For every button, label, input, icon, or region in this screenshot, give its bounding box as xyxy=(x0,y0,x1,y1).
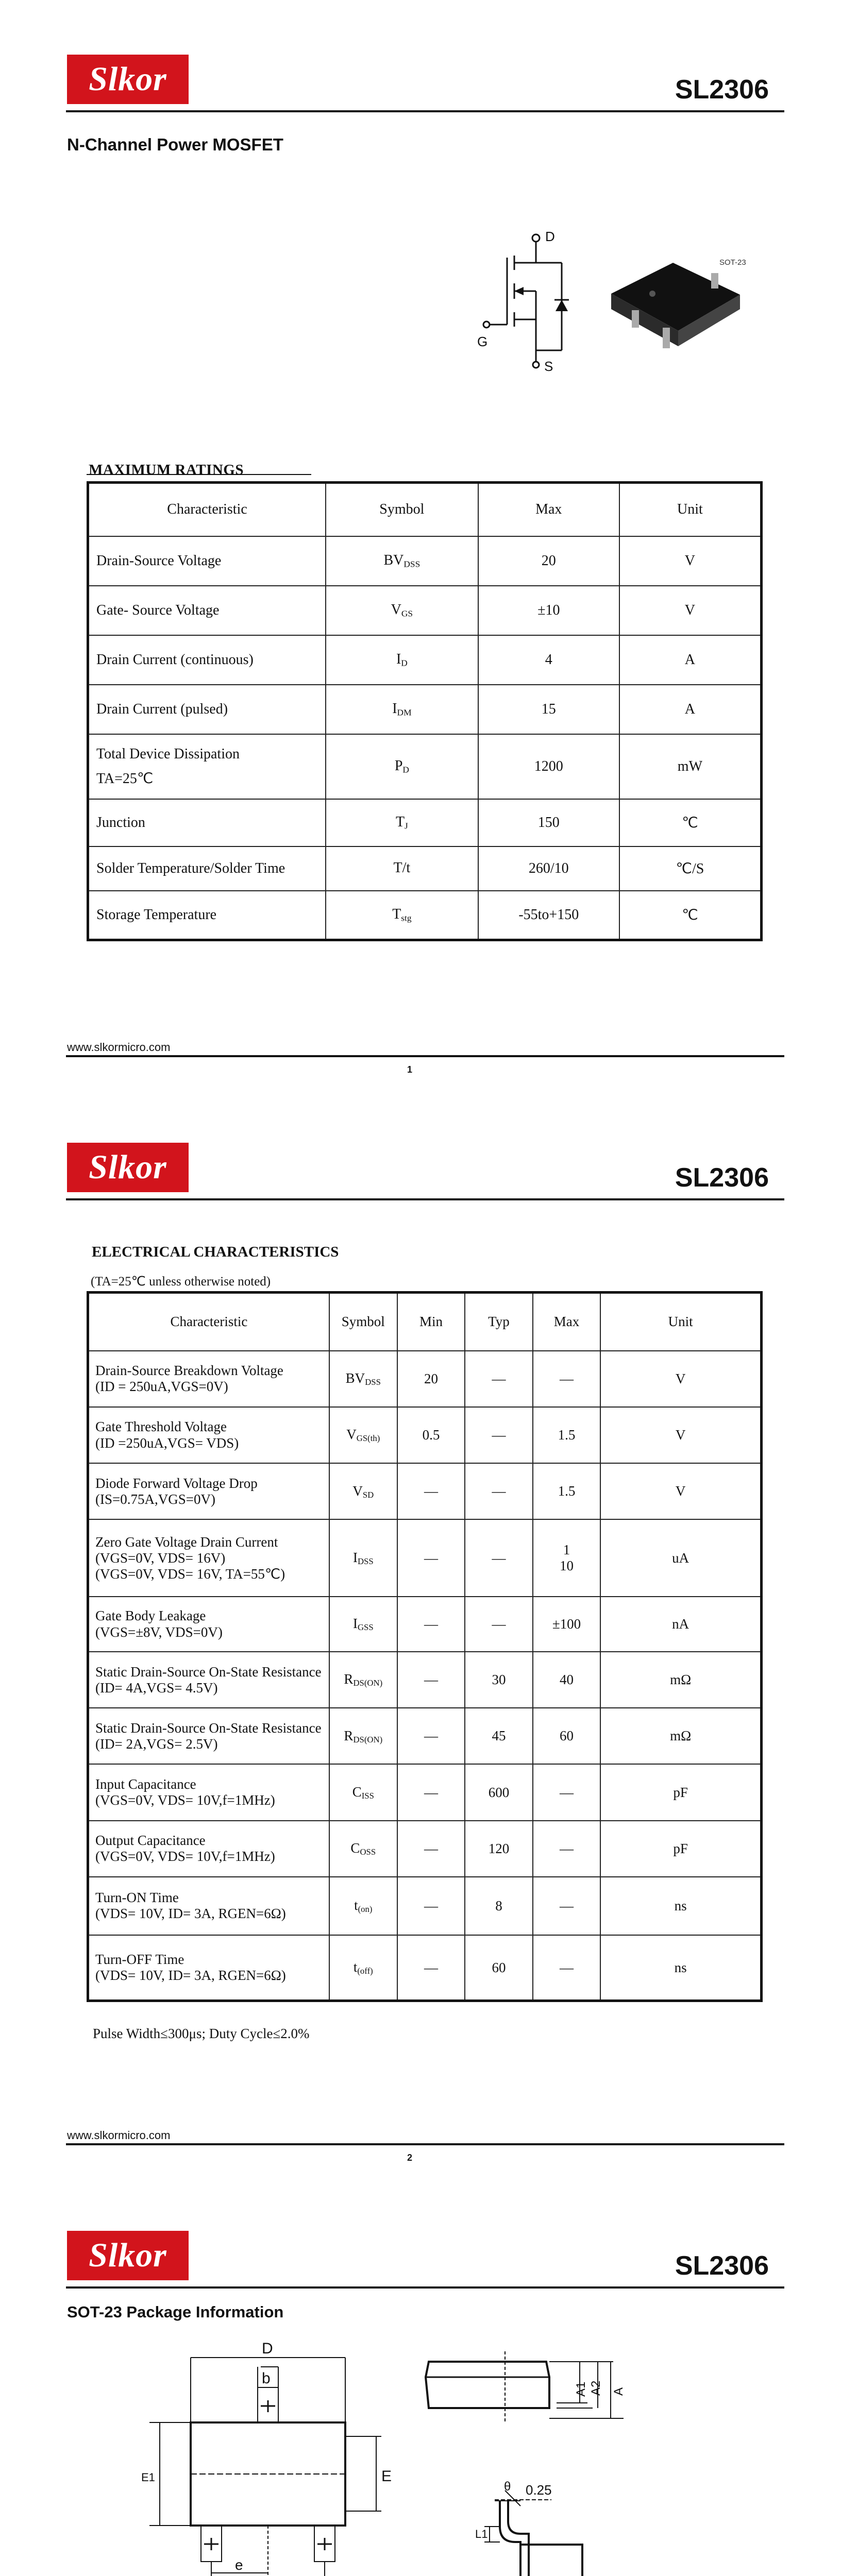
package-label: SOT-23 xyxy=(719,258,746,267)
symbol-main: t xyxy=(353,1959,358,1975)
table-row xyxy=(88,635,762,685)
char-condition: (VGS=0V, VDS= 16V) xyxy=(95,1550,226,1566)
symbol-main: I xyxy=(352,1616,358,1632)
char-condition: (VGS=0V, VDS= 10V,f=1MHz) xyxy=(95,1792,275,1808)
char-condition: (VGS=0V, VDS= 16V, TA=55℃) xyxy=(95,1566,285,1582)
cell-max: 4 xyxy=(478,635,619,685)
cell-unit: ℃ xyxy=(619,891,762,940)
cell-symbol xyxy=(329,1652,397,1708)
cell-max: -55to+150 xyxy=(478,891,619,940)
cell-symbol xyxy=(329,1821,397,1877)
cell-symbol xyxy=(326,536,478,586)
cell-characteristic xyxy=(88,1597,329,1652)
cell-max: 150 xyxy=(478,799,619,846)
cell-unit: pF xyxy=(600,1821,761,1877)
col-header: Max xyxy=(478,483,619,536)
footer-rule xyxy=(66,2143,784,2145)
cell-characteristic xyxy=(88,1764,329,1820)
label-d: D xyxy=(262,2340,273,2357)
cell-unit: V xyxy=(600,1463,761,1519)
cell-min: — xyxy=(397,1652,465,1708)
symbol-main: V xyxy=(346,1427,357,1443)
cell-symbol xyxy=(329,1463,397,1519)
table-row xyxy=(88,1463,762,1519)
side-view-drawing xyxy=(423,2346,691,2434)
cell-min: — xyxy=(397,1821,465,1877)
symbol-sub: GS xyxy=(401,608,413,619)
cell-unit: A xyxy=(619,635,762,685)
logo-text: Slkor xyxy=(89,2236,167,2274)
title-underline xyxy=(87,474,311,475)
symbol-sub: (on) xyxy=(358,1904,373,1914)
table-row xyxy=(88,586,762,635)
cell-symbol xyxy=(329,1764,397,1820)
cell-symbol xyxy=(326,685,478,734)
cell-unit: uA xyxy=(600,1519,761,1597)
cell-max: 1.5 xyxy=(533,1463,601,1519)
page-number: 1 xyxy=(407,1064,413,1075)
symbol-sub: DM xyxy=(397,707,412,718)
cell-unit: mΩ xyxy=(600,1708,761,1764)
char-condition: (ID =250uA,VGS= VDS) xyxy=(95,1435,239,1451)
table-header-row xyxy=(88,483,762,536)
symbol-main: BV xyxy=(345,1370,365,1386)
table-row xyxy=(88,1519,762,1597)
cell-symbol xyxy=(326,586,478,635)
cell-unit: V xyxy=(619,536,762,586)
cell-typ: — xyxy=(465,1597,533,1652)
symbol-sub: OSS xyxy=(360,1847,376,1857)
cell-symbol xyxy=(326,799,478,846)
symbol-sub: D xyxy=(402,765,409,775)
char-line: Gate Threshold Voltage xyxy=(95,1419,227,1435)
char-line: Static Drain-Source On-State Resistance xyxy=(95,1720,322,1736)
char-condition: (VGS=0V, VDS= 10V,f=1MHz) xyxy=(95,1849,275,1865)
char-line: TA=25℃ xyxy=(96,770,154,787)
char-condition: (VDS= 10V, ID= 3A, RGEN=6Ω) xyxy=(95,1906,286,1922)
char-line: Zero Gate Voltage Drain Current xyxy=(95,1534,278,1550)
cell-typ: 30 xyxy=(465,1652,533,1708)
char-condition: (VDS= 10V, ID= 3A, RGEN=6Ω) xyxy=(95,1968,286,1984)
symbol-main: V xyxy=(352,1483,363,1499)
table-row xyxy=(88,799,762,846)
table-row xyxy=(88,1821,762,1877)
condition-note: (TA=25℃ unless otherwise noted) xyxy=(91,1275,271,1289)
pulse-footnote: Pulse Width≤300μs; Duty Cycle≤2.0% xyxy=(93,2026,310,2041)
table-row xyxy=(88,1708,762,1764)
cell-symbol xyxy=(326,891,478,940)
symbol-sub: DS(ON) xyxy=(353,1678,383,1688)
char-line: Static Drain-Source On-State Resistance xyxy=(95,1664,322,1680)
part-number: SL2306 xyxy=(675,75,769,105)
cell-typ: 8 xyxy=(465,1877,533,1935)
cell-characteristic xyxy=(88,1407,329,1463)
label-a2: A2 xyxy=(589,2380,603,2396)
header-rule xyxy=(66,2286,784,2289)
cell-min: — xyxy=(397,1708,465,1764)
cell-unit: ℃/S xyxy=(619,846,762,891)
table-header-row xyxy=(88,1293,762,1351)
symbol-main: T/t xyxy=(393,859,411,876)
pin-s-label: S xyxy=(544,359,553,374)
table-row xyxy=(88,734,762,799)
cell-characteristic xyxy=(88,1935,329,2001)
cell-unit: mW xyxy=(619,734,762,799)
cell-symbol xyxy=(329,1877,397,1935)
max-value: 1 xyxy=(563,1542,570,1558)
cell-characteristic: Drain Current (pulsed) xyxy=(88,685,326,734)
part-number: SL2306 xyxy=(675,1163,769,1193)
part-number: SL2306 xyxy=(675,2251,769,2281)
cell-min: — xyxy=(397,1764,465,1820)
symbol-main: V xyxy=(391,601,401,618)
cell-max: 1.5 xyxy=(533,1407,601,1463)
cell-typ: 120 xyxy=(465,1821,533,1877)
cell-unit: mΩ xyxy=(600,1652,761,1708)
label-e1-side: E1 xyxy=(141,2471,155,2484)
symbol-sub: J xyxy=(405,821,408,831)
logo-text: Slkor xyxy=(89,1148,167,1186)
char-line: Output Capacitance xyxy=(95,1833,206,1849)
col-header: Symbol xyxy=(326,483,478,536)
cell-characteristic: Drain Current (continuous) xyxy=(88,635,326,685)
table-row xyxy=(88,846,762,891)
cell-characteristic xyxy=(88,1519,329,1597)
max-ratings-title: MAXIMUM RATINGS xyxy=(89,462,244,478)
col-header: Unit xyxy=(619,483,762,536)
brand-logo xyxy=(67,1143,189,1192)
cell-min: 0.5 xyxy=(397,1407,465,1463)
pin-g-label: G xyxy=(477,334,488,349)
symbol-sub: D xyxy=(401,658,408,668)
table-row xyxy=(88,685,762,734)
logo-text: Slkor xyxy=(89,60,167,98)
symbol-sub: (off) xyxy=(357,1966,373,1976)
cell-typ: 45 xyxy=(465,1708,533,1764)
symbol-sub: ISS xyxy=(361,1791,374,1801)
cell-max: — xyxy=(533,1935,601,2001)
brand-logo xyxy=(67,55,189,104)
cell-characteristic xyxy=(88,1351,329,1407)
pin-d-label: D xyxy=(545,229,555,244)
col-header: Characteristic xyxy=(88,483,326,536)
label-theta: θ xyxy=(504,2480,511,2494)
table-row xyxy=(88,1935,762,2001)
symbol-main: BV xyxy=(383,552,404,568)
symbol-main: C xyxy=(352,1784,362,1800)
cell-characteristic: Solder Temperature/Solder Time xyxy=(88,846,326,891)
cell-max: — xyxy=(533,1764,601,1820)
col-header: Symbol xyxy=(329,1293,397,1351)
page-number: 2 xyxy=(407,2153,413,2163)
cell-symbol xyxy=(326,734,478,799)
cell-symbol xyxy=(329,1935,397,2001)
cell-typ: 60 xyxy=(465,1935,533,2001)
col-header: Min xyxy=(397,1293,465,1351)
label-gauge: 0.25 xyxy=(526,2482,552,2498)
symbol-main: C xyxy=(350,1840,360,1856)
page-3 xyxy=(0,2176,841,2576)
symbol-sub: SD xyxy=(362,1489,374,1500)
cell-min: — xyxy=(397,1519,465,1597)
cell-characteristic xyxy=(88,1652,329,1708)
cell-symbol xyxy=(329,1597,397,1652)
symbol-sub: DSS xyxy=(403,559,420,569)
cell-typ: 600 xyxy=(465,1764,533,1820)
header-rule xyxy=(66,110,784,112)
char-condition: (ID= 2A,VGS= 2.5V) xyxy=(95,1736,218,1752)
max-ratings-table xyxy=(87,481,763,941)
label-b: b xyxy=(262,2370,271,2387)
cell-max: ±100 xyxy=(533,1597,601,1652)
char-line: Total Device Dissipation xyxy=(96,745,240,762)
symbol-sub: DSS xyxy=(357,1556,374,1567)
char-line: Turn-OFF Time xyxy=(95,1951,184,1967)
cell-symbol xyxy=(329,1351,397,1407)
symbol-main: t xyxy=(354,1897,358,1913)
char-line: Gate Body Leakage xyxy=(95,1608,206,1624)
label-a1: A1 xyxy=(574,2381,588,2397)
mosfet-schematic xyxy=(474,227,577,376)
cell-characteristic: Gate- Source Voltage xyxy=(88,586,326,635)
cell-characteristic: Junction xyxy=(88,799,326,846)
symbol-sub: DS(ON) xyxy=(353,1734,383,1744)
table-row xyxy=(88,1597,762,1652)
cell-unit: ns xyxy=(600,1935,761,2001)
cell-max: — xyxy=(533,1877,601,1935)
cell-unit: A xyxy=(619,685,762,734)
char-line: Turn-ON Time xyxy=(95,1890,179,1906)
electrical-table xyxy=(87,1291,763,2002)
symbol-main: I xyxy=(396,651,401,667)
electrical-title: ELECTRICAL CHARACTERISTICS xyxy=(92,1244,339,1260)
cell-min: — xyxy=(397,1935,465,2001)
cell-unit: V xyxy=(600,1351,761,1407)
cell-min: — xyxy=(397,1597,465,1652)
cell-max: — xyxy=(533,1351,601,1407)
table-row xyxy=(88,891,762,940)
footer-rule xyxy=(66,1055,784,1057)
label-e: E xyxy=(381,2468,392,2485)
cell-max: 1200 xyxy=(478,734,619,799)
cell-unit: ℃ xyxy=(619,799,762,846)
top-view-drawing xyxy=(139,2336,448,2576)
symbol-main: T xyxy=(395,814,405,830)
sot23-package-image xyxy=(601,252,750,361)
cell-characteristic xyxy=(88,1821,329,1877)
page-2 xyxy=(0,1088,841,2176)
cell-unit: pF xyxy=(600,1764,761,1820)
cell-typ: — xyxy=(465,1463,533,1519)
cell-max: — xyxy=(533,1821,601,1877)
footer-website: www.slkormicro.com xyxy=(67,2129,171,2142)
cell-unit: nA xyxy=(600,1597,761,1652)
symbol-sub: GS(th) xyxy=(356,1433,380,1444)
symbol-sub: stg xyxy=(401,913,412,923)
cell-max xyxy=(533,1519,601,1597)
table-row xyxy=(88,1652,762,1708)
cell-min: 20 xyxy=(397,1351,465,1407)
package-info-title: SOT-23 Package Information xyxy=(67,2303,284,2321)
cell-unit: V xyxy=(619,586,762,635)
char-condition: (ID = 250uA,VGS=0V) xyxy=(95,1379,228,1395)
cell-unit: ns xyxy=(600,1877,761,1935)
header-rule xyxy=(66,1198,784,1200)
page-1 xyxy=(0,0,841,1088)
cell-typ: — xyxy=(465,1407,533,1463)
symbol-sub: GSS xyxy=(357,1622,374,1633)
cell-characteristic xyxy=(88,1463,329,1519)
table-row xyxy=(88,1877,762,1935)
symbol-main: R xyxy=(344,1671,354,1687)
symbol-sub: DSS xyxy=(365,1377,381,1387)
cell-unit: V xyxy=(600,1407,761,1463)
cell-characteristic xyxy=(88,1708,329,1764)
cell-characteristic: Storage Temperature xyxy=(88,891,326,940)
col-header: Characteristic xyxy=(88,1293,329,1351)
cell-max: 60 xyxy=(533,1708,601,1764)
device-title: N-Channel Power MOSFET xyxy=(67,135,283,154)
table-row xyxy=(88,536,762,586)
cell-symbol xyxy=(326,635,478,685)
lead-detail-drawing xyxy=(464,2480,649,2576)
label-a: A xyxy=(612,2387,626,2396)
cell-symbol xyxy=(326,846,478,891)
table-row xyxy=(88,1351,762,1407)
char-condition: (IS=0.75A,VGS=0V) xyxy=(95,1491,215,1507)
cell-max: 260/10 xyxy=(478,846,619,891)
cell-min: — xyxy=(397,1877,465,1935)
cell-max: 20 xyxy=(478,536,619,586)
cell-symbol xyxy=(329,1407,397,1463)
cell-max: 15 xyxy=(478,685,619,734)
table-row xyxy=(88,1407,762,1463)
max-value: 10 xyxy=(560,1558,574,1574)
label-pitch-e: e xyxy=(235,2557,243,2573)
brand-logo xyxy=(67,2231,189,2280)
cell-typ: — xyxy=(465,1351,533,1407)
cell-min: — xyxy=(397,1463,465,1519)
cell-typ: — xyxy=(465,1519,533,1597)
label-l1: L1 xyxy=(475,2528,488,2540)
cell-characteristic: Drain-Source Voltage xyxy=(88,536,326,586)
symbol-main: R xyxy=(344,1727,354,1743)
col-header: Unit xyxy=(600,1293,761,1351)
cell-characteristic xyxy=(88,1877,329,1935)
cell-max: 40 xyxy=(533,1652,601,1708)
footer-website: www.slkormicro.com xyxy=(67,1041,171,1054)
char-condition: (ID= 4A,VGS= 4.5V) xyxy=(95,1680,218,1696)
symbol-main: I xyxy=(392,700,397,717)
symbol-main: I xyxy=(352,1549,358,1565)
cell-max: ±10 xyxy=(478,586,619,635)
symbol-main: T xyxy=(392,906,401,923)
cell-symbol xyxy=(329,1519,397,1597)
col-header: Typ xyxy=(465,1293,533,1351)
cell-characteristic xyxy=(88,734,326,799)
char-condition: (VGS=±8V, VDS=0V) xyxy=(95,1624,223,1640)
char-line: Drain-Source Breakdown Voltage xyxy=(95,1363,283,1379)
char-line: Input Capacitance xyxy=(95,1776,196,1792)
cell-symbol xyxy=(329,1708,397,1764)
table-row xyxy=(88,1764,762,1820)
char-line: Diode Forward Voltage Drop xyxy=(95,1475,258,1491)
col-header: Max xyxy=(533,1293,601,1351)
symbol-main: P xyxy=(394,757,403,774)
